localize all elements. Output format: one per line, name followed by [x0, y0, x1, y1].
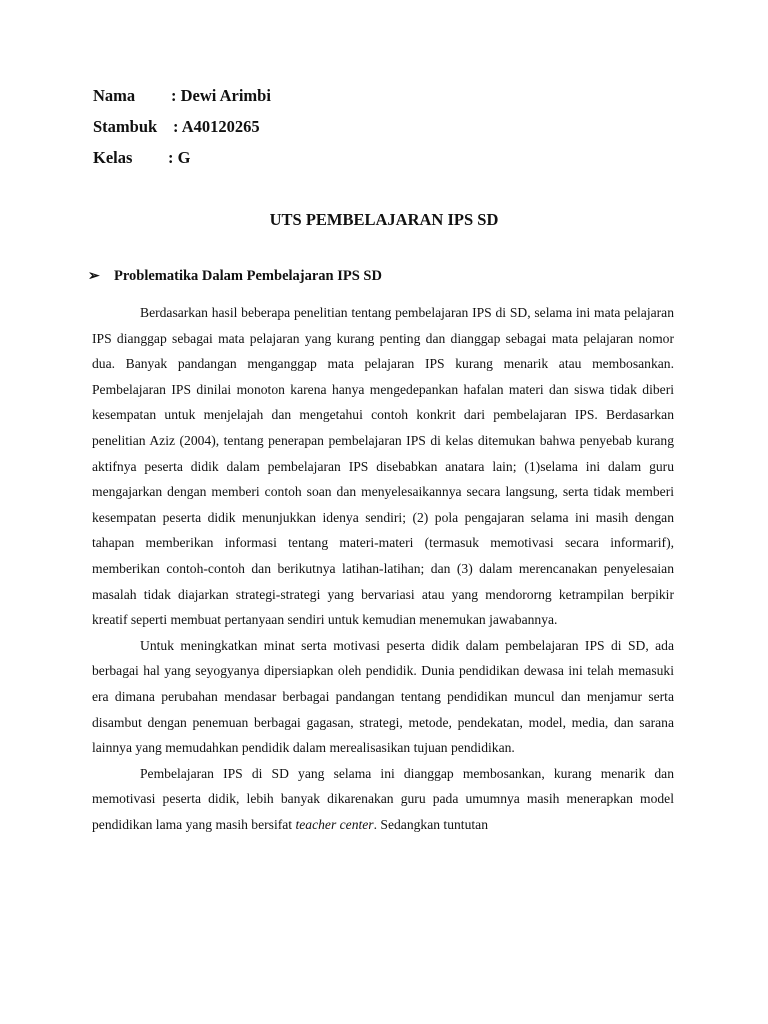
- paragraph-3-start: Pembelajaran IPS di SD yang selama ini dianggap membosankan, kurang menarik dan memotivasi peserta didik, lebih banyak dikarenakan guru pada umumnya masih menerapkan model pendidikan lama yang masih bersifat: [92, 765, 674, 832]
- kelas-value: : G: [168, 148, 191, 167]
- stambuk-value: : A40120265: [173, 117, 260, 136]
- nama-value: : Dewi Arimbi: [171, 86, 271, 105]
- section-heading-text: Problematika Dalam Pembelajaran IPS SD: [114, 268, 382, 284]
- paragraph-2: Untuk meningkatkan minat serta motivasi peserta didik dalam pembelajaran IPS di SD, ada berbagai hal yang seyogyanya dipersiapkan oleh pendidik. Dunia pendidikan dewasa ini telah memasuki era dimana perubahan mendasar berbagai pandangan tentang pendidikan muncul dan menjamur serta disambut dengan penemuan berbagai gagasan, strategi, metode, pendekatan, model, media, dan sarana lainnya yang memudahkan pendidik dalam merealisasikan tujuan pendidikan.: [92, 637, 674, 756]
- body-text: [92, 300, 674, 837]
- student-info: [93, 86, 271, 179]
- stambuk-row: [93, 117, 271, 148]
- kelas-row: [93, 148, 271, 179]
- nama-row: [93, 86, 271, 117]
- paragraph-1: Berdasarkan hasil beberapa penelitian tentang pembelajaran IPS di SD, selama ini mata pelajaran IPS dianggap sebagai mata pelajaran yang kurang penting dan dianggap sebagai mata pelajaran nomor dua. Banyak pandangan menganggap mata pelajaran IPS kurang menarik atau membosankan. Pembelajaran IPS dinilai monoton karena hanya mengedepankan hafalan materi dan siswa tidak diberi kesempatan untuk menjelajah dan mengetahui contoh konkrit dari pembelajaran IPS. Berdasarkan penelitian Aziz (2004), tentang penerapan pembelajaran IPS di kelas ditemukan bahwa penyebab kurang aktifnya peserta didik dalam pembelajaran IPS disebabkan anatara lain; (1)selama ini dalam guru mengajarkan dengan memberi contoh soan dan menyelesaikannya secara langsung, serta tidak memberi kesempatan peserta didik menunjukkan idenya sendiri; (2) pola pengajaran selama ini masih dengan tahapan memberikan informasi tentang materi-materi (termasuk memotivasi secara informarif), memberikan contoh-contoh dan berikutnya latihan-latihan; dan (3) dalam merencanakan penyelesaian masalah tidak diajarkan strategi-strategi yang bervariasi atau yang mendororng ketrampilan berpikir kreatif seperti membuat pertanyaan sendiri untuk kemudian menemukan jawabannya.: [92, 305, 674, 628]
- paragraph-3-end: . Sedangkan tuntutan: [373, 816, 488, 832]
- stambuk-label: Stambuk: [93, 117, 158, 136]
- nama-label: Nama: [93, 86, 136, 105]
- kelas-label: Kelas: [93, 148, 133, 167]
- document-title: UTS PEMBELAJARAN IPS SD: [269, 210, 499, 229]
- paragraph-3: [92, 761, 674, 838]
- arrow-bullet-icon: ➢: [88, 269, 100, 284]
- section-heading: [88, 268, 382, 285]
- paragraph-3-italic: teacher center: [295, 816, 374, 832]
